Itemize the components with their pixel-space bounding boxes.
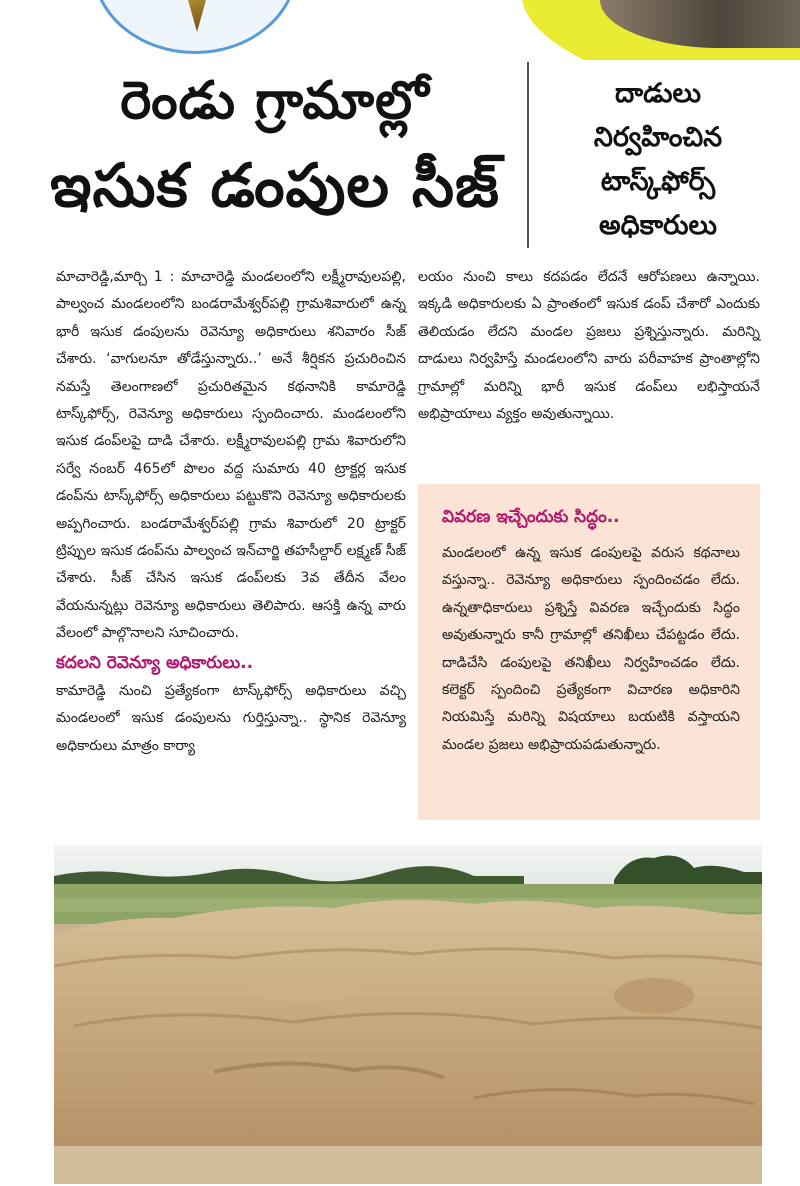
top-strip xyxy=(0,0,800,60)
photo-illustration xyxy=(54,846,762,1184)
headline xyxy=(30,62,520,232)
subheadline xyxy=(538,72,778,248)
sand-heap-photo xyxy=(54,846,762,1184)
boxout-body: మండలంలో ఉన్న ఇసుక డంపులపై వరుస కథనాలు వస్తున్నా.. రెవెన్యూ అధికారులు స్పందించడం లేదు. ఉన్నతాధికారులు ప్రశ్నిస్తే వివరణ ఇచ్చేందుకు సిద్ధం అవుతున్నారు కానీ గ్రామాల్లో తనిఖీలు చేపట్టడం లేదు. దాడిచేసి డంపులపై తనిఖీలు నిర్వహించడం లేదు. కలెక్టర్ స్పందించి ప్రత్యేకంగా విచారణ అధికారిని నియమిస్తే మరిన్ని విషయాలు బయటికి వస్తాయని మండల ప్రజలు అభిప్రాయపడుతున్నారు. xyxy=(442,545,740,753)
article-column-left xyxy=(56,264,406,760)
subhead-line-3: టాస్క్‌ఫోర్స్ xyxy=(600,166,716,197)
headline-divider xyxy=(527,62,529,248)
headline-line-2: ఇసుక డంపుల సీజ్ xyxy=(50,151,500,221)
article-column-right xyxy=(418,264,760,428)
article-paragraph-1: మాచారెడ్డి,మార్చి 1 : మాచారెడ్డి మండలంలోని లక్ష్మీరావులపల్లి, పాల్వంచ మండలంలోని బండరామేశ్వర్‌పల్లి గ్రామశివారులో ఉన్న భారీ ఇసుక డంపులను రెవెన్యూ అధికారులు శనివారం సీజ్ చేశారు. ‘వాగులనూ తోడేస్తున్నారు..’ అనే శీర్షికన ప్రచురించిన నమస్తే తెలంగాణలో ప్రచురితమైన కథనానికి కామారెడ్డి టాస్క్‌ఫోర్స్, రెవెన్యూ అధికారులు స్పందించారు. మండలంలోని ఇసుక డంప్‌లపై దాడి చేశారు. లక్ష్మీరావులపల్లి గ్రామ శివారులోని సర్వే నంబర్ 465లో పొలం వద్ద సుమారు 40 ట్రాక్టర్ల ఇసుక డంప్‌ను టాస్క్‌ఫోర్స్ అధికారులు పట్టుకొని రెవెన్యూ అధికారులకు అప్పగించారు. బండరామేశ్వర్‌పల్లి గ్రామ శివారులో 20 ట్రాక్టర్ ట్రిప్పుల ఇసుక డంప్‌ను పాల్వంచ ఇన్‌చార్జి తహసీల్దార్ లక్ష్మణ్ సీజ్ చేశారు. సీజ్ చేసిన ఇసుక డంప్‌లకు 3వ తేదీన వేలం వేయనున్నట్లు రెవెన్యూ అధికారులు తెలిపారు. ఆసక్తి ఉన్న వారు వేలంలో పాల్గొనాలని సూచించారు. xyxy=(56,269,406,642)
subhead-line-2: నిర్వహించిన xyxy=(593,122,723,153)
sand-heap xyxy=(54,900,762,1184)
subhead-line-1: దాడులు xyxy=(615,78,701,109)
headline-line-1: రెండు గ్రామాల్లో xyxy=(120,71,430,131)
article-paragraph-3: లయం నుంచి కాలు కదపడం లేదనే ఆరోపణలు ఉన్నాయి. ఇక్కడి అధికారులకు ఏ ప్రాంతంలో ఇసుక డంప్ చేశారో ఎందుకు తెలియడం లేదని మండల ప్రజలు ప్రశ్నిస్తున్నారు. మరిన్ని దాడులు నిర్వహిస్తే మండలంలోని వారు పరీవాహక ప్రాంతాల్లోని గ్రామాల్లో మరిన్ని భారీ ఇసుక డంప్‌లు లభిస్తాయనే అభిప్రాయాలు వ్యక్తం అవుతున్నాయి. xyxy=(418,269,760,423)
boxout-title: వివరణ ఇచ్చేందుకు సిద్ధం.. xyxy=(442,507,620,527)
subhead-line-4: అధికారులు xyxy=(599,210,717,241)
ground xyxy=(54,1146,762,1184)
section-subheading: కదలని రెవెన్యూ అధికారులు.. xyxy=(56,652,254,673)
article-paragraph-2: కామారెడ్డి నుంచి ప్రత్యేకంగా టాస్క్‌ఫోర్స్ అధికారులు వచ్చి మండలంలో ఇసుక డంపులను గుర్తిస్తున్నా.. స్థానిక రెవెన్యూ అధికారులు మాత్రం కార్యా xyxy=(56,682,406,754)
sidebar-boxout xyxy=(418,484,760,820)
